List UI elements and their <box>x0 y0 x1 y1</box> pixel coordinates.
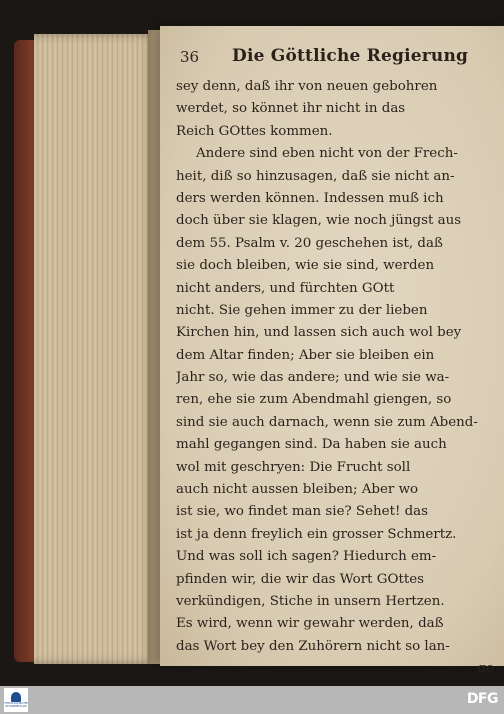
text-line: doch über sie klagen, wie noch jüngst aus <box>176 213 462 229</box>
catchword: ge <box>477 661 494 677</box>
text-line: Reich GOttes kommen. <box>176 123 333 139</box>
text-line: nicht anders, und fürchten GOtt <box>176 280 395 296</box>
text-line: das Wort bey den Zuhörern nicht so lan- <box>176 638 450 654</box>
text-line: ders werden können. Indessen muß ich <box>176 190 444 206</box>
page-number: 36 <box>180 48 200 66</box>
text-line: ist ja denn freylich ein grosser Schmertz. <box>176 526 457 542</box>
body-text <box>176 76 498 681</box>
logo-text: THEOLOGISCHE STUDIENHAUS <box>4 700 28 708</box>
text-line: auch nicht aussen bleiben; Aber wo <box>176 482 419 498</box>
text-line: ren, ehe sie zum Abendmahl giengen, so <box>176 392 452 408</box>
text-line: heit, diß so hinzusagen, daß sie nicht an- <box>176 168 455 184</box>
institution-logo <box>4 688 28 712</box>
viewer-footer <box>0 686 504 714</box>
text-line: dem 55. Psalm v. 20 geschehen ist, daß <box>176 235 443 251</box>
text-line: mahl gegangen sind. Da haben sie auch <box>176 437 447 453</box>
book-page <box>160 26 504 677</box>
text-line: Kirchen hin, und lassen sich auch wol bey <box>176 325 462 341</box>
text-line: Und was soll ich sagen? Hiedurch em- <box>176 549 437 565</box>
text-line: sie doch bleiben, wie sie sind, werden <box>176 258 435 274</box>
text-line: Es wird, wenn wir gewahr werden, daß <box>176 616 444 632</box>
running-head: Die Göttliche Regierung <box>232 46 469 66</box>
text-line: ist sie, wo findet man sie? Sehet! das <box>176 504 429 520</box>
text-line: verkündigen, Stiche in unsern Hertzen. <box>176 593 445 609</box>
text-line: werdet, so könnet ihr nicht in das <box>176 101 406 117</box>
text-line: wol mit geschryen: Die Frucht soll <box>176 459 411 475</box>
text-line: sey denn, daß ihr von neuen gebohren <box>176 79 438 94</box>
text-line: Andere sind eben nicht von der Frech- <box>196 146 458 162</box>
text-line: dem Altar finden; Aber sie bleiben ein <box>176 347 435 363</box>
text-line: pfinden wir, die wir das Wort GOttes <box>176 571 424 587</box>
text-line: Jahr so, wie das andere; und wie sie wa- <box>176 370 450 386</box>
dfg-logo: DFG <box>466 691 498 707</box>
text-line: nicht. Sie gehen immer zu der lieben <box>176 302 428 318</box>
page-edges <box>34 34 158 664</box>
text-line: sind sie auch darnach, wenn sie zum Abend- <box>176 414 478 430</box>
